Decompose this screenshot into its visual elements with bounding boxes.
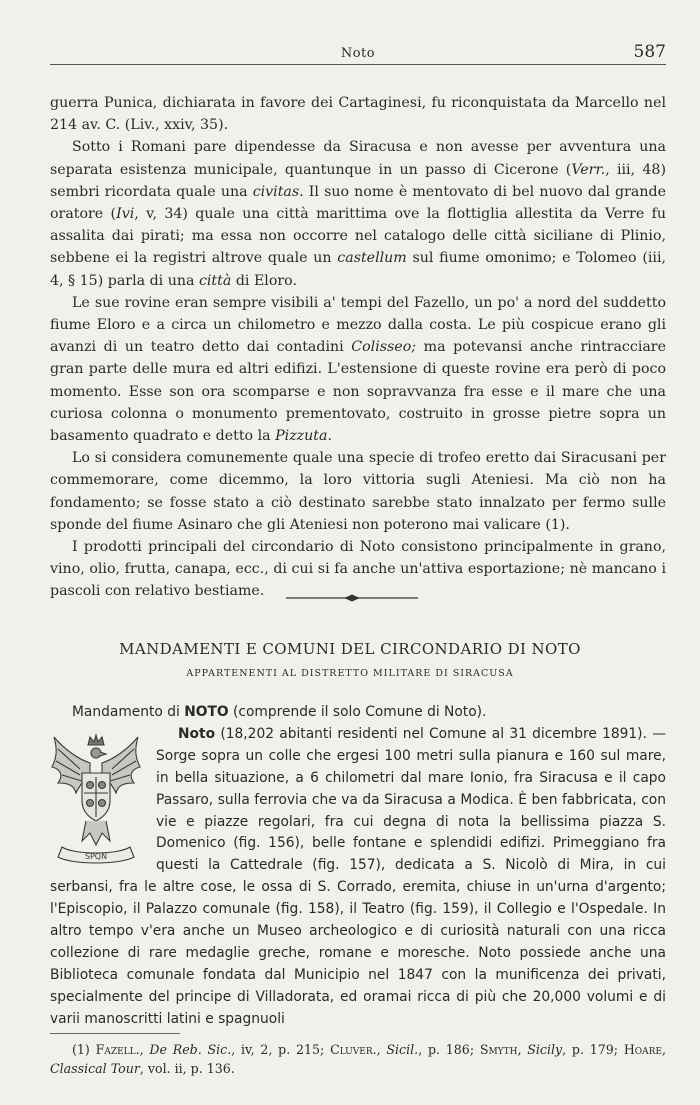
paragraph-5: I prodotti principali del circondario di Noto consistono principalmente in grano, vino, olio, frutta, canapa, ecc., di cui si fa anche un'attiva esportazione; nè mancano i pascoli con relativo bestiame. <box>50 539 666 600</box>
paragraph-4: Lo si considera comunemente quale una specie di trofeo eretto dai Siracusani per commemorare, come dicemmo, la loro vittoria sugli Ateniesi. Ma ciò non ha fondamento; se fosse stato a ciò destinato sarebbe stato innalzato per fermo sulle sponde del fiume Asinaro che gli Ateniesi non poterono mai valicare (1). <box>50 450 666 533</box>
section-title: MANDAMENTI E COMUNI DEL CIRCONDARIO DI NOTO <box>119 640 581 658</box>
page-number: 587 <box>633 42 666 62</box>
footnote-1: (1) Fazell., De Reb. Sic., iv, 2, p. 215; Cluver., Sicil., p. 186; Smyth, Sicily, p. 179; Hoare, Classical Tour, vol. ii, p. 136. <box>50 1042 667 1076</box>
mandamento-heading: Mandamento di NOTO (comprende il solo Comune di Noto). <box>72 704 487 720</box>
mandamento-section <box>50 702 666 1031</box>
section-divider-ornament <box>286 593 418 603</box>
noto-text: (18,202 abitanti residenti nel Comune al 31 dicembre 1891). — Sorge sopra un colle che ergesi 100 metri sulla pianura e 160 sul mare, in bella situazione, a 6 chilometri dal mare Ionio, fra Siracusa e il capo Passaro, sulla ferrovia che va da Siracusa a Modica. È ben fabbricata, con vie e piazze regolari, fra cui degna di nota la bellissima piazza S. Domenico (fig. 156), belle fontane e splendidi edifizi. Primeggiano fra questi la Cattedrale (fig. 157), dedicata a S. Nicolò di Mira, in cui serbansi, fra le altre cose, le ossa di S. Corrado, eremita, chiuse in un'urna d'argento; l'Episcopio, il Palazzo comunale (fig. 158), il Teatro (fig. 159), il Collegio e l'Ospedale. In altro tempo v'era anche un Museo archeologico e di curiosità naturali con una ricca collezione di rare medaglie greche, romane e moresche. Noto possiede anche una Biblioteca comunale fondata dal Municipio nel 1847 con la munificenza dei privati, specialmente del principe di Villadorata, ed oramai ricca di più che 20,000 volumi e di varii manoscritti latini e spagnuoli <box>50 725 666 1027</box>
footnote-rule <box>50 1033 180 1034</box>
footnote <box>50 1040 666 1078</box>
noto-coat-of-arms-eagle-icon <box>50 729 142 869</box>
paragraph-1: guerra Punica, dichiarata in favore dei Cartaginesi, fu riconquistata da Marcello nel 214 av. C. (Liv., xxiv, 35). <box>50 95 666 134</box>
paragraph-3: Le sue rovine eran sempre visibili a' tempi del Fazello, un po' a nord del suddetto fiume Eloro e a circa un chilometro e mezzo dalla costa. Le più cospicue erano gli avanzi di un teatro detto dai contadini Colisseo; ma potevansi anche rintracciare gran parte delle mura ed altri edifizi. L'estensione di queste rovine era però di poco momento. Esse son ora scomparse e non sopravvanza fra esse e il mare che una curiosa colonna o monumento prementovato, costruito in grosse pietre sopra un basamento quadrato e detto la Pizzuta. <box>50 294 666 445</box>
running-head <box>50 42 666 65</box>
paragraph-2: Sotto i Romani pare dipendesse da Siracusa e non avesse per avventura una separata esistenza municipale, quantunque in un passo di Cicerone (Verr., iii, 48) sembri ricordata quale una civitas. Il suo nome è mentovato di bel nuovo dal grande oratore (Ivi, v, 34) quale una città marittima ove la flottiglia allestita da Verre fu assalita dai pirati; ma essa non occorre nel catalogo delle città siciliane di Plinio, sebbene ei la registri altrove quale un castellum sul fiume omonimo; e Tolomeo (iii, 4, § 15) parla di una città di Eloro. <box>50 139 667 289</box>
noto-label: Noto <box>178 725 216 742</box>
noto-description <box>50 724 666 1031</box>
section-subtitle: APPARTENENTI AL DISTRETTO MILITARE DI SIRACUSA <box>186 668 514 679</box>
body-text <box>50 92 666 603</box>
running-title: Noto <box>340 46 376 61</box>
svg-text:SPQN: SPQN <box>84 851 108 861</box>
